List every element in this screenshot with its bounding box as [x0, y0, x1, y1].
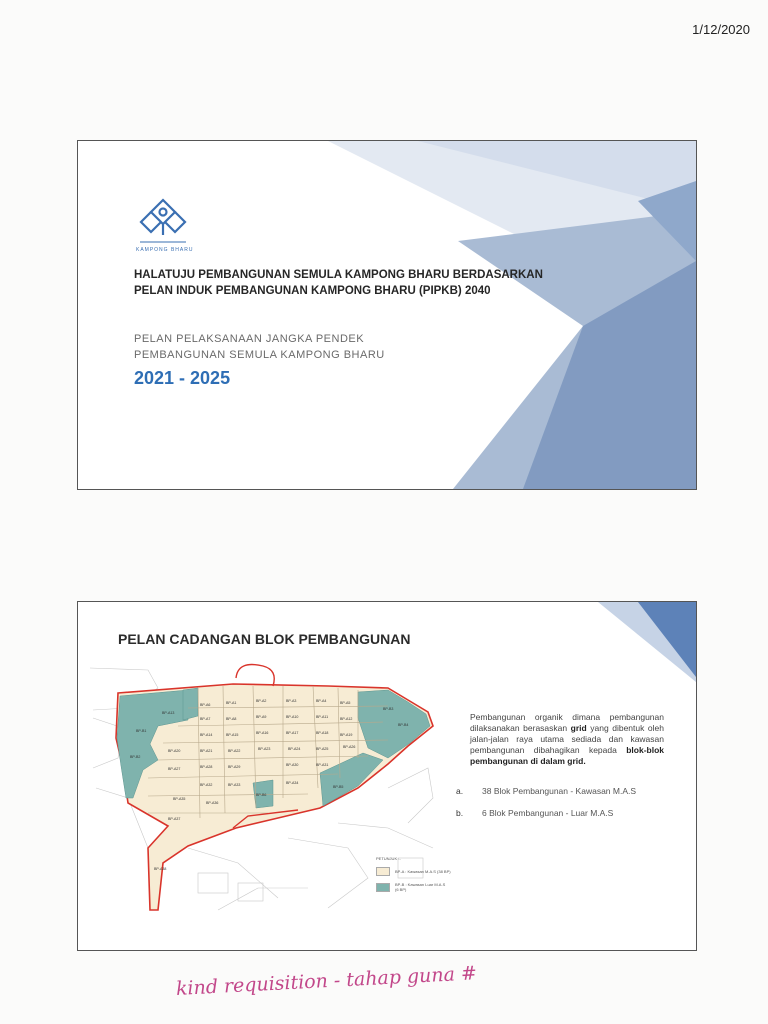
block-label: BP-A31: [316, 763, 329, 767]
block-label: BP-A25: [316, 747, 329, 751]
block-label: BP-A32: [200, 783, 213, 787]
slide-title: [134, 267, 614, 299]
legend-label: BP-B : Kawasan Luar M.A.S (6 BP): [395, 882, 446, 892]
block-label: BP-A24: [288, 747, 301, 751]
block-label: BP-A26: [343, 745, 356, 749]
slide-title-line-1: HALATUJU PEMBANGUNAN SEMULA KAMPONG BHARU BERDASARKAN: [134, 269, 543, 281]
block-label: BP-A33: [228, 783, 241, 787]
block-label: BP-A2: [256, 699, 267, 703]
block-label: BP-A9: [256, 715, 267, 719]
slide-title: PELAN CADANGAN BLOK PEMBANGUNAN: [118, 631, 411, 647]
block-label: BP-A29: [228, 765, 241, 769]
block-label: BP-A36: [206, 801, 219, 805]
block-label: BP-B3: [383, 707, 394, 711]
block-count-list: [456, 786, 666, 830]
block-label: BP-A7: [200, 717, 211, 721]
legend-item-mas: [376, 867, 451, 876]
block-label: BP-A5: [340, 701, 351, 705]
block-label: BP-B5: [333, 785, 344, 789]
block-label: BP-A28: [200, 765, 213, 769]
slide-subtitle-line-2: PEMBANGUNAN SEMULA KAMPONG BHARU: [134, 349, 385, 361]
block-label: BP-A18: [316, 731, 329, 735]
legend-label: BP-A : Kawasan M.A.S (38 BP): [395, 869, 451, 874]
block-label: BP-A27: [168, 767, 181, 771]
page-date: 1/12/2020: [692, 22, 750, 37]
block-label: BP-B4: [398, 723, 409, 727]
block-label: BP-A17: [286, 731, 299, 735]
block-label: BP-A4: [316, 699, 327, 703]
block-label: BP-A16: [256, 731, 269, 735]
block-label: BP-A23: [258, 747, 271, 751]
block-label: BP-A13: [162, 711, 175, 715]
block-label: BP-A30: [286, 763, 299, 767]
list-item: b. 6 Blok Pembangunan - Luar M.A.S: [456, 808, 614, 818]
slide-years: 2021 - 2025: [134, 368, 231, 388]
map-legend: [376, 856, 451, 892]
block-label: BP-A35: [173, 797, 186, 801]
legend-swatch-cream: [376, 867, 390, 876]
block-label: BP-B6: [256, 793, 267, 797]
block-label: BP-A10: [286, 715, 299, 719]
list-item: a. 38 Blok Pembangunan - Kawasan M.A.S: [456, 786, 637, 796]
block-label: BP-A19: [340, 733, 353, 737]
logo-caption: KAMPONG BHARU: [136, 247, 194, 253]
kampong-bharu-logo-icon: [136, 197, 190, 247]
block-label: BP-A38: [154, 867, 167, 871]
block-label: BP-A22: [228, 749, 241, 753]
legend-swatch-teal: [376, 883, 390, 892]
slide-background-shapes: [78, 141, 696, 489]
block-label: BP-A6: [200, 703, 211, 707]
block-label: BP-B1: [136, 729, 147, 733]
slide-subtitle: [134, 331, 494, 363]
legend-title: PETUNJUK :-: [376, 856, 401, 861]
block-label: BP-A21: [200, 749, 213, 753]
block-label: BP-B2: [130, 755, 141, 759]
block-label: BP-A3: [286, 699, 297, 703]
block-label: BP-A37: [168, 817, 181, 821]
slide-subtitle-line-1: PELAN PELAKSANAAN JANGKA PENDEK: [134, 333, 365, 345]
title-slide: [77, 140, 697, 490]
block-label: BP-A11: [316, 715, 329, 719]
legend-item-outside-mas: [376, 882, 451, 892]
block-label: BP-A15: [226, 733, 239, 737]
handwritten-note: kind requisition - tahap guna #: [175, 962, 478, 1000]
block-plan-description: Pembangunan organik dimana pembangunan dilaksanakan berasaskan grid yang dibentuk oleh jalan-jalan raya utama sediada dan kawasan pembangunan dibahagikan kepada blok-blok pembangunan di dalam grid.: [470, 712, 664, 766]
block-label: BP-A20: [168, 749, 181, 753]
block-label: BP-A34: [286, 781, 299, 785]
block-label: BP-A8: [226, 717, 237, 721]
block-label: BP-A14: [200, 733, 213, 737]
block-plan-slide: [77, 601, 697, 951]
block-label: BP-A12: [340, 717, 353, 721]
slide-title-line-2: PELAN INDUK PEMBANGUNAN KAMPONG BHARU (PIPKB) 2040: [134, 285, 491, 297]
block-label: BP-A1: [226, 701, 237, 705]
